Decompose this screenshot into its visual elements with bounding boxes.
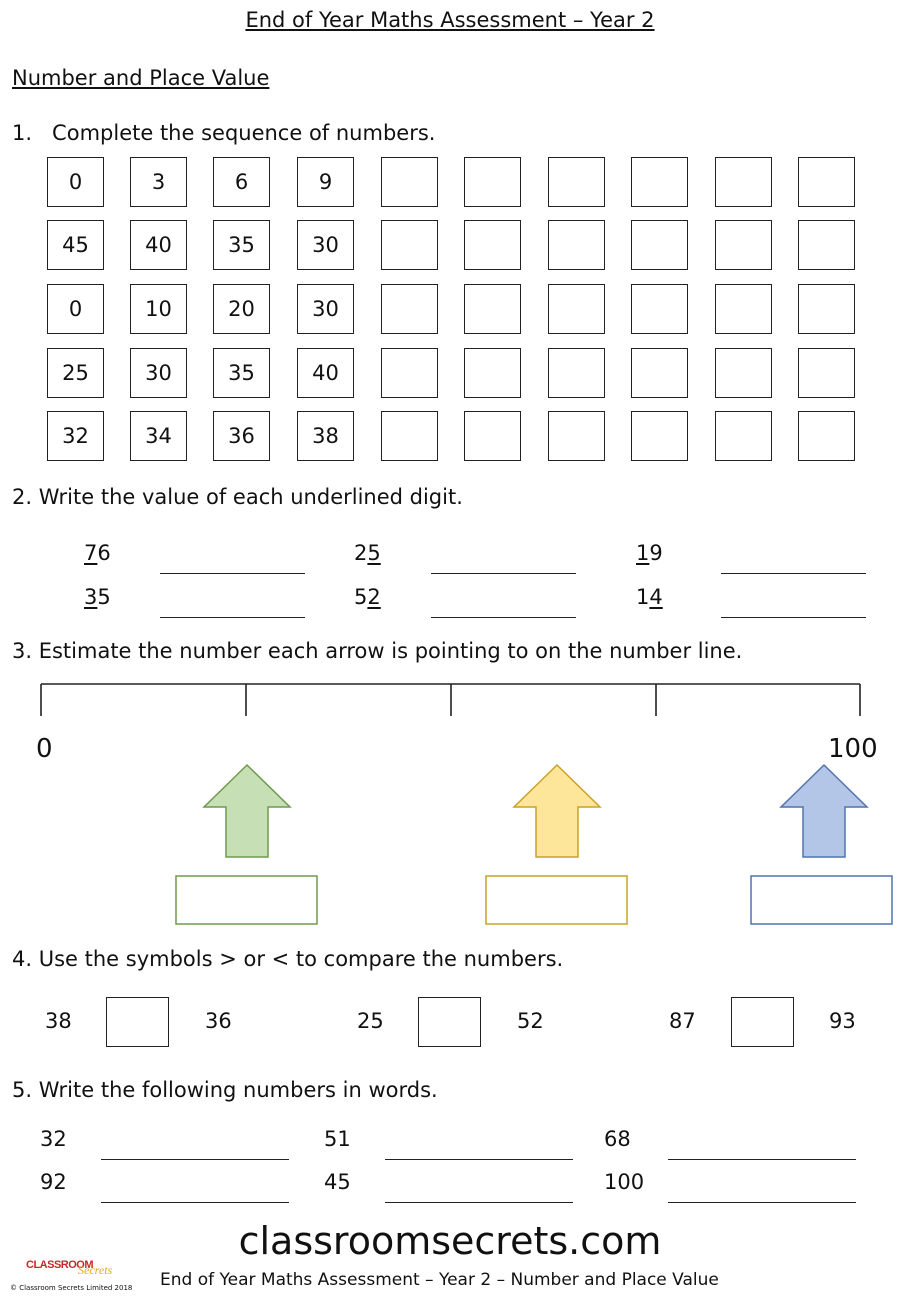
answer-line[interactable] <box>431 573 576 574</box>
page-title: End of Year Maths Assessment – Year 2 <box>245 8 655 32</box>
answer-line[interactable] <box>385 1159 573 1160</box>
answer-line[interactable] <box>668 1159 856 1160</box>
sequence-answer-box[interactable] <box>464 220 521 270</box>
sequence-number-box: 35 <box>213 348 270 398</box>
sequence-answer-box[interactable] <box>548 348 605 398</box>
sequence-number-box: 10 <box>130 284 187 334</box>
logo-bottom-text: Secrets <box>78 1263 113 1277</box>
digit: 5 <box>354 585 368 609</box>
answer-line[interactable] <box>160 573 305 574</box>
estimate-answer-box[interactable] <box>751 876 892 924</box>
digit: 1 <box>636 585 650 609</box>
sequence-number-box: 30 <box>130 348 187 398</box>
sequence-answer-box[interactable] <box>464 284 521 334</box>
place-value-number <box>636 543 663 564</box>
number-line-end-label: 100 <box>828 734 878 764</box>
digit: 9 <box>649 541 663 565</box>
digit: 1 <box>636 541 650 565</box>
number-to-write: 68 <box>604 1127 631 1151</box>
sequence-answer-box[interactable] <box>715 348 772 398</box>
number-to-write: 32 <box>40 1127 67 1151</box>
answer-line[interactable] <box>721 617 866 618</box>
place-value-number <box>354 587 381 608</box>
digit: 5 <box>97 585 111 609</box>
sequence-number-box: 25 <box>47 348 104 398</box>
sequence-answer-box[interactable] <box>715 157 772 207</box>
sequence-number-box: 40 <box>130 220 187 270</box>
compare-left-number: 87 <box>669 1009 696 1033</box>
place-value-number <box>84 587 111 608</box>
sequence-number-box: 30 <box>297 220 354 270</box>
up-arrow-icon <box>204 765 290 857</box>
sequence-answer-box[interactable] <box>464 411 521 461</box>
sequence-answer-box[interactable] <box>631 348 688 398</box>
question-2-prompt: 2. Write the value of each underlined digit. <box>12 485 463 509</box>
sequence-answer-box[interactable] <box>798 220 855 270</box>
compare-right-number: 36 <box>205 1009 232 1033</box>
sequence-answer-box[interactable] <box>548 411 605 461</box>
sequence-answer-box[interactable] <box>798 348 855 398</box>
arrows <box>0 760 900 930</box>
question-3-prompt: 3. Estimate the number each arrow is pointing to on the number line. <box>12 639 743 663</box>
sequence-answer-box[interactable] <box>631 284 688 334</box>
sequence-answer-box[interactable] <box>464 157 521 207</box>
sequence-answer-box[interactable] <box>381 348 438 398</box>
place-value-number <box>354 543 381 564</box>
sequence-number-box: 32 <box>47 411 104 461</box>
symbol-answer-box[interactable] <box>418 997 481 1047</box>
compare-right-number: 93 <box>829 1009 856 1033</box>
sequence-number-box: 40 <box>297 348 354 398</box>
number-to-write: 45 <box>324 1170 351 1194</box>
sequence-number-box: 35 <box>213 220 270 270</box>
sequence-number-box: 45 <box>47 220 104 270</box>
number-line <box>0 676 900 726</box>
section-title: Number and Place Value <box>12 66 270 90</box>
sequence-answer-box[interactable] <box>381 411 438 461</box>
question-5-prompt: 5. Write the following numbers in words. <box>12 1078 438 1102</box>
number-to-write: 51 <box>324 1127 351 1151</box>
sequence-answer-box[interactable] <box>548 284 605 334</box>
up-arrow-icon <box>781 765 867 857</box>
answer-line[interactable] <box>101 1159 289 1160</box>
sequence-number-box: 6 <box>213 157 270 207</box>
sequence-answer-box[interactable] <box>798 284 855 334</box>
sequence-answer-box[interactable] <box>548 157 605 207</box>
footer-site: classroomsecrets.com <box>238 1219 662 1263</box>
sequence-number-box: 3 <box>130 157 187 207</box>
sequence-number-box: 0 <box>47 157 104 207</box>
digit: 6 <box>97 541 111 565</box>
answer-line[interactable] <box>101 1202 289 1203</box>
estimate-answer-box[interactable] <box>176 876 317 924</box>
sequence-answer-box[interactable] <box>381 220 438 270</box>
sequence-number-box: 30 <box>297 284 354 334</box>
compare-left-number: 25 <box>357 1009 384 1033</box>
number-to-write: 100 <box>604 1170 645 1194</box>
footer-caption: End of Year Maths Assessment – Year 2 – Number and Place Value <box>160 1270 719 1290</box>
sequence-number-box: 20 <box>213 284 270 334</box>
sequence-number-box: 36 <box>213 411 270 461</box>
sequence-answer-box[interactable] <box>381 284 438 334</box>
answer-line[interactable] <box>160 617 305 618</box>
digit: 3 <box>84 585 98 609</box>
compare-left-number: 38 <box>45 1009 72 1033</box>
answer-line[interactable] <box>385 1202 573 1203</box>
sequence-number-box: 38 <box>297 411 354 461</box>
classroom-secrets-logo <box>22 1257 132 1281</box>
sequence-answer-box[interactable] <box>631 411 688 461</box>
number-to-write: 92 <box>40 1170 67 1194</box>
sequence-number-box: 0 <box>47 284 104 334</box>
sequence-answer-box[interactable] <box>631 220 688 270</box>
sequence-answer-box[interactable] <box>381 157 438 207</box>
digit: 7 <box>84 541 98 565</box>
copyright: © Classroom Secrets Limited 2018 <box>10 1284 133 1292</box>
question-4-prompt: 4. Use the symbols > or < to compare the numbers. <box>12 947 564 971</box>
digit: 2 <box>367 585 381 609</box>
answer-line[interactable] <box>668 1202 856 1203</box>
answer-line[interactable] <box>431 617 576 618</box>
digit: 4 <box>649 585 663 609</box>
sequence-number-box: 34 <box>130 411 187 461</box>
place-value-number <box>636 587 663 608</box>
sequence-number-box: 9 <box>297 157 354 207</box>
question-1-prompt: 1. Complete the sequence of numbers. <box>12 121 436 145</box>
sequence-answer-box[interactable] <box>798 157 855 207</box>
place-value-number <box>84 543 111 564</box>
symbol-answer-box[interactable] <box>106 997 169 1047</box>
sequence-answer-box[interactable] <box>631 157 688 207</box>
digit: 5 <box>367 541 381 565</box>
sequence-answer-box[interactable] <box>715 220 772 270</box>
estimate-answer-box[interactable] <box>486 876 627 924</box>
symbol-answer-box[interactable] <box>731 997 794 1047</box>
digit: 2 <box>354 541 368 565</box>
compare-right-number: 52 <box>517 1009 544 1033</box>
logo-top-text: CLASSROOM <box>26 1259 93 1271</box>
number-line-start-label: 0 <box>36 734 53 764</box>
sequence-answer-box[interactable] <box>798 411 855 461</box>
sequence-answer-box[interactable] <box>715 284 772 334</box>
answer-line[interactable] <box>721 573 866 574</box>
up-arrow-icon <box>514 765 600 857</box>
sequence-answer-box[interactable] <box>715 411 772 461</box>
sequence-answer-box[interactable] <box>464 348 521 398</box>
sequence-answer-box[interactable] <box>548 220 605 270</box>
